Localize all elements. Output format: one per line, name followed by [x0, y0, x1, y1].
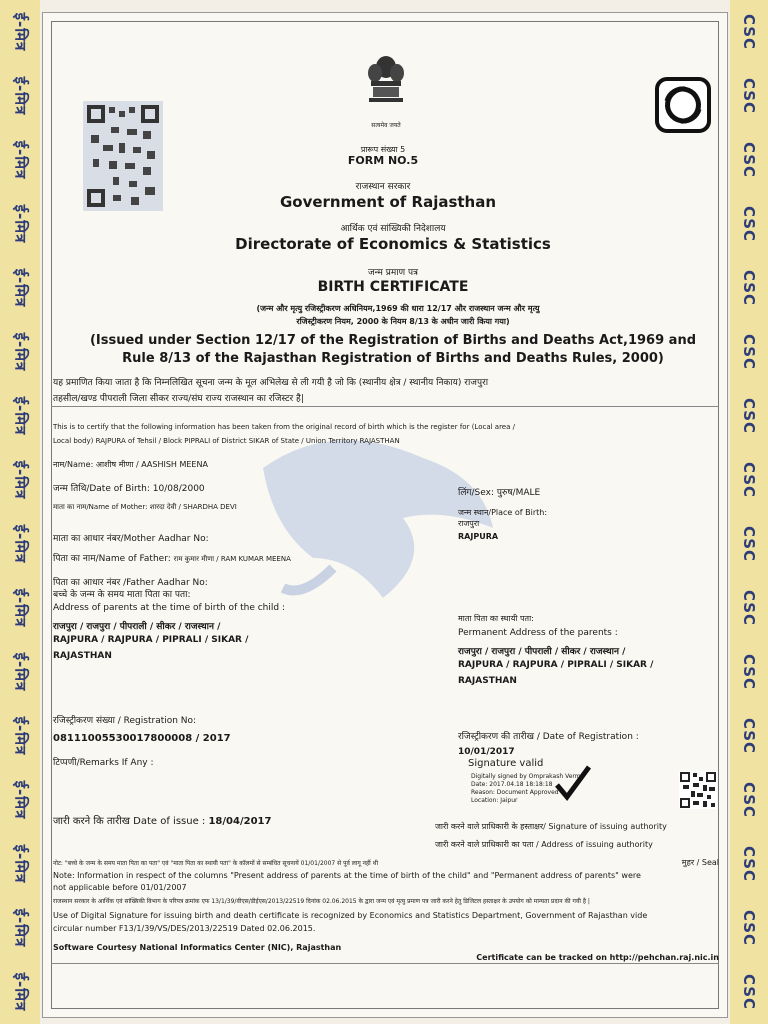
- address-birth-label-hi: बच्चे के जन्म के समय माता पिता का पता:: [53, 590, 191, 600]
- emblem-motto: सत्यमेव जयते: [371, 122, 401, 129]
- signature-valid: Signature valid: [468, 758, 544, 769]
- address-birth-hi: राजपुरा / राजपुरा / पीपराली / सीकर / राजस्थान /: [53, 622, 221, 632]
- strip-brand-text: ई-मित्र: [10, 396, 29, 436]
- perm-address-hi: राजपुरा / राजपुरा / पीपराली / सीकर / राजस्थान /: [458, 647, 626, 657]
- strip-brand-text: ई-मित्र: [10, 12, 29, 52]
- strip-brand-text: ई-मित्र: [10, 140, 29, 180]
- act-en-line1: (Issued under Section 12/17 of the Registration of Births and Deaths Act,1969 and: [89, 333, 697, 348]
- strip-csc-text: CSC: [739, 653, 758, 691]
- reg-date-value: 10/01/2017: [458, 747, 515, 757]
- cert-hi: जन्म प्रमाण पत्र: [367, 268, 419, 278]
- strip-csc-text: CSC: [739, 781, 758, 819]
- father-label: पिता का नाम/Name of Father:: [53, 554, 171, 564]
- strip-brand-text: ई-मित्र: [10, 908, 29, 948]
- address-birth-en2: RAJASTHAN: [53, 651, 112, 661]
- tracking-link[interactable]: Certificate can be tracked on http://pehchan.raj.nic.in: [476, 953, 719, 962]
- father-value: राम कुमार मीणा / RAM KUMAR MEENA: [173, 555, 291, 563]
- strip-brand-text: ई-मित्र: [10, 780, 29, 820]
- pob-value-hi: राजपुरा: [458, 519, 480, 528]
- certificate-paper: [42, 12, 728, 1018]
- strip-brand-text: ई-मित्र: [10, 588, 29, 628]
- sex-value: पुरुष/MALE: [496, 488, 541, 498]
- father-row: [53, 551, 453, 564]
- signature-qr-code-icon: [679, 771, 717, 809]
- left-emitra-strip: [0, 0, 40, 1024]
- strip-brand-text: ई-मित्र: [10, 844, 29, 884]
- dept-hi: आर्थिक एवं सांख्यिकी निदेशालय: [340, 224, 446, 234]
- remarks-label: टिप्पणी/Remarks If Any :: [53, 758, 154, 768]
- strip-csc-text: CSC: [739, 461, 758, 499]
- name-value: आशीष मीणा / AASHISH MEENA: [95, 460, 208, 469]
- strip-csc-text: CSC: [739, 141, 758, 179]
- note-en1: Note: Information in respect of the columns "Present address of parents at the time of birth of the child" and "Permanent address of parents" were: [53, 871, 641, 880]
- gov-en: Government of Rajasthan: [279, 193, 497, 211]
- strip-csc-text: CSC: [739, 333, 758, 371]
- digital-sign-hi: राजस्थान सरकार के आर्थिक एवं सांख्यिकी विभाग के परिपत्र क्रमांक एफ 13/1/39/वीएस/डीईएस/2013/22519 दिनांक 02.06.2015 के द्वारा जन्म एवं मृत्यु प्रमाण पत्र जारी करने हेतु डिजिटल हस्ताक्षर के उपयोग को मान्यता प्रदान की गयी है |: [53, 898, 590, 905]
- dept-en: Directorate of Economics & Statistics: [235, 235, 551, 253]
- strip-brand-text: ई-मित्र: [10, 652, 29, 692]
- state-emblem-icon: [363, 51, 409, 117]
- issue-row: [53, 813, 413, 827]
- mother-row: [53, 503, 433, 512]
- father-aadhar-label: पिता का आधार नंबर /Father Aadhar No:: [53, 578, 208, 588]
- footer-nic: Software Courtesy National Informatics Center (NIC), Rajasthan: [53, 943, 342, 952]
- header-divider: [51, 406, 719, 407]
- strip-csc-text: CSC: [739, 717, 758, 755]
- csc-logo: [655, 77, 711, 133]
- mother-value: शारदा देवी / SHARDHA DEVI: [149, 503, 237, 511]
- authority-signature-label: जारी करने वाले प्राधिकारी के हस्ताक्षर/ Signature of issuing authority: [435, 822, 667, 831]
- mother-label: माता का नाम/Name of Mother:: [53, 503, 148, 511]
- perm-address-en2: RAJASTHAN: [458, 676, 517, 686]
- strip-csc-text: CSC: [739, 845, 758, 883]
- strip-csc-text: CSC: [739, 397, 758, 435]
- gov-hi: राजस्थान सरकार: [355, 182, 411, 192]
- sex-row: [458, 485, 698, 498]
- authority-address-label: जारी करने वाले प्राधिकारी का पता / Address of issuing authority: [435, 840, 653, 849]
- strip-csc-text: CSC: [739, 909, 758, 947]
- qr-code-icon: [83, 101, 163, 211]
- footer-divider: [51, 963, 719, 964]
- act-hi-line2: रजिस्ट्रीकरण नियम, 2000 के नियम 8/13 के अधीन जारी किया गया): [296, 317, 510, 326]
- note-hi: नोट: "बच्चे के जन्म के समय माता पिता का पता" एवं "माता पिता का स्थायी पता" के कॉलमों से सम्बंधित सूचनायें 01/01/2007 से पूर्व लागू नहीं थी: [53, 860, 379, 867]
- strip-brand-text: ई-मित्र: [10, 204, 29, 244]
- reg-no-value: 08111005530017800008 / 2017: [53, 733, 231, 744]
- signature-line4: Location: Jaipur: [471, 797, 518, 804]
- issue-value: 18/04/2017: [208, 816, 272, 827]
- name-label: नाम/Name:: [53, 460, 94, 469]
- certify-en-line2: Local body) RAJPURA of Tehsil / Block PIPRALI of District SIKAR of State / Union Territory RAJASTHAN: [53, 437, 400, 445]
- address-birth-en1: RAJPURA / RAJPURA / PIPRALI / SIKAR /: [53, 635, 249, 645]
- strip-brand-text: ई-मित्र: [10, 268, 29, 308]
- strip-brand-text: ई-मित्र: [10, 972, 29, 1012]
- strip-csc-text: CSC: [739, 973, 758, 1011]
- address-birth-label-en: Address of parents at the time of birth of the child :: [53, 603, 285, 613]
- digital-sign-en2: circular number F13/1/39/VS/DES/2013/22519 Dated 02.06.2015.: [53, 924, 316, 933]
- signature-line3: Reason: Document Approved: [471, 789, 559, 796]
- strip-csc-text: CSC: [739, 13, 758, 51]
- strip-brand-text: ई-मित्र: [10, 716, 29, 756]
- pob-label: जन्म स्थान/Place of Birth:: [458, 508, 548, 517]
- form-no: FORM NO.5: [347, 154, 419, 167]
- seal-label: मुहर / Seal: [681, 858, 719, 867]
- dob-value: 10/08/2000: [152, 484, 205, 494]
- act-en-line2: Rule 8/13 of the Rajasthan Registration of Births and Deaths Rules, 2000): [122, 351, 664, 366]
- mother-aadhar-label: माता का आधार नंबर/Mother Aadhar No:: [53, 534, 209, 544]
- pob-value-en: RAJPURA: [458, 532, 499, 541]
- signature-line2: Date: 2017.04.18 18:18:18: [471, 781, 553, 788]
- csc-logo-icon: [659, 81, 707, 129]
- perm-label-en: Permanent Address of the parents :: [458, 628, 618, 638]
- dob-row: [53, 481, 353, 494]
- note-en2: not applicable before 01/01/2007: [53, 883, 187, 892]
- certificate-title: BIRTH CERTIFICATE: [317, 279, 469, 295]
- certify-hi-line2: तहसील/खण्ड पीपराली जिला सीकर राज्य/संघ राज्य राजस्थान का रजिस्टर है|: [53, 394, 304, 404]
- strip-csc-text: CSC: [739, 589, 758, 627]
- signature-line1: Digitally signed by Omprakash Verma: [471, 773, 585, 780]
- strip-csc-text: CSC: [739, 77, 758, 115]
- dob-label: जन्म तिथि/Date of Birth:: [53, 484, 150, 494]
- form-no-hi: प्रारूप संख्या 5: [360, 145, 406, 154]
- reg-no-label: रजिस्ट्रीकरण संख्या / Registration No:: [53, 716, 197, 726]
- strip-brand-text: ई-मित्र: [10, 524, 29, 564]
- strip-brand-text: ई-मित्र: [10, 460, 29, 500]
- certify-en-line1: This is to certify that the following information has been taken from the original record of birth which is the register for (Local area /: [53, 423, 515, 431]
- strip-brand-text: ई-मित्र: [10, 76, 29, 116]
- right-csc-strip: [730, 0, 768, 1024]
- name-row: [53, 459, 433, 470]
- perm-address-en1: RAJPURA / RAJPURA / PIPRALI / SIKAR /: [458, 660, 654, 670]
- strip-csc-text: CSC: [739, 269, 758, 307]
- digital-sign-en1: Use of Digital Signature for issuing birth and death certificate is recognized by Economics and Statistics Department, Government of Rajasthan vide: [53, 911, 648, 920]
- strip-csc-text: CSC: [739, 205, 758, 243]
- strip-brand-text: ई-मित्र: [10, 332, 29, 372]
- act-hi-line1: (जन्म और मृत्यु रजिस्ट्रीकरण अधिनियम,1969 की धारा 12/17 और राजस्थान जन्म और मृत्यु: [256, 304, 540, 313]
- signature-check-icon: [553, 763, 593, 803]
- sex-label: लिंग/Sex:: [458, 488, 494, 498]
- reg-date-label: रजिस्ट्रीकरण की तारीख / Date of Registration :: [458, 732, 639, 742]
- strip-csc-text: CSC: [739, 525, 758, 563]
- perm-label-hi: माता पिता का स्थायी पता:: [458, 614, 534, 623]
- certify-hi-line1: यह प्रमाणित किया जाता है कि निम्नलिखित सूचना जन्म के मूल अभिलेख से ली गयी है जो कि (स्थानीय क्षेत्र / स्थानीय निकाय) राजपुरा: [53, 378, 489, 388]
- issue-label: जारी करने कि तारीख Date of issue :: [53, 816, 206, 827]
